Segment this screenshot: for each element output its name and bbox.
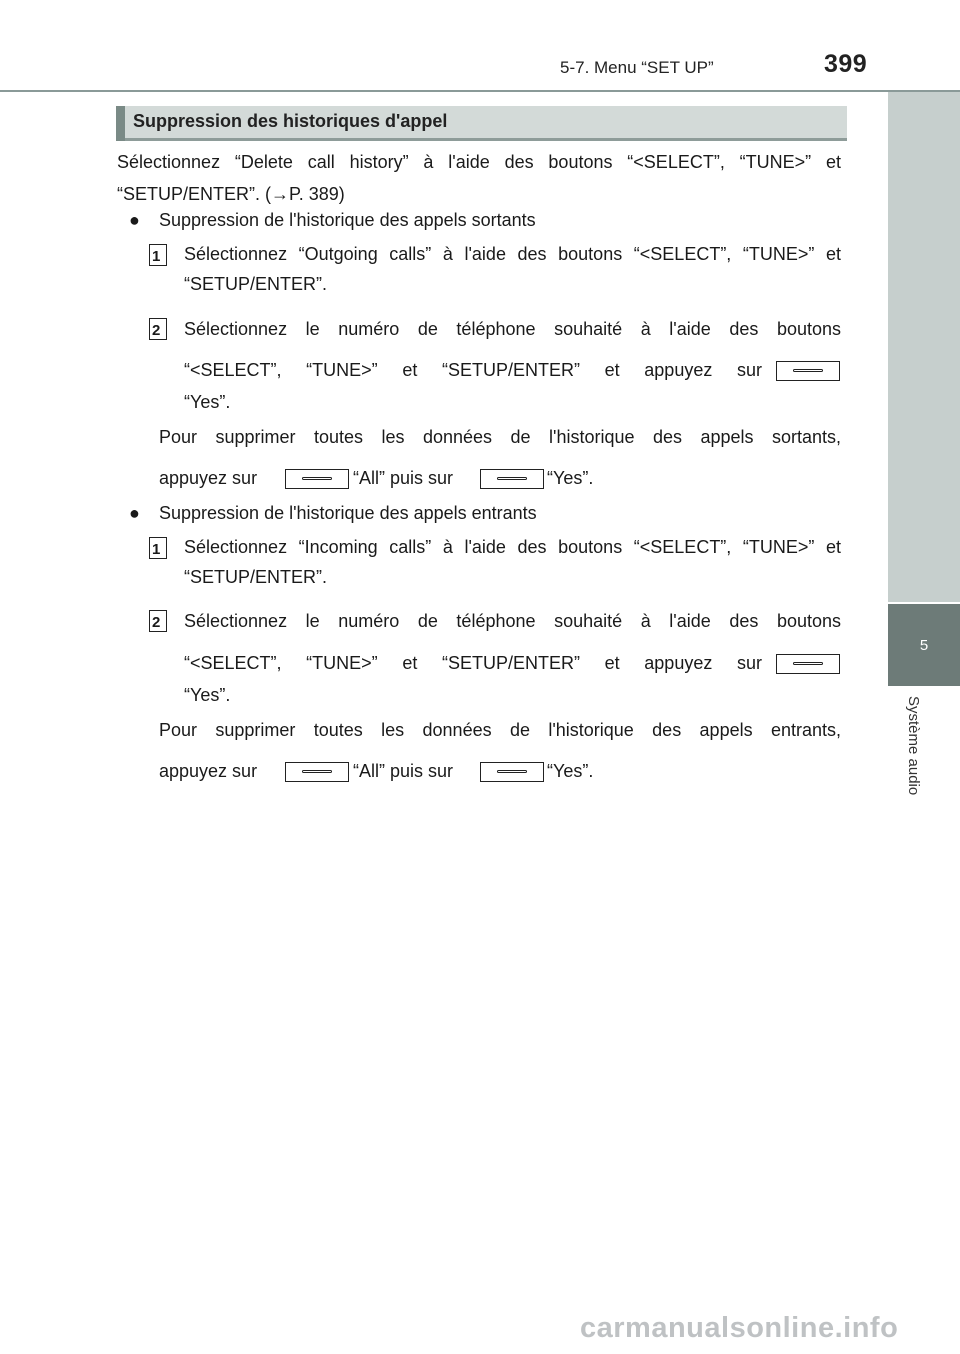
step-2-badge: 2 [149, 318, 167, 340]
watermark: carmanualsonline.info [580, 1312, 899, 1344]
outgoing-note-yes: “Yes”. [547, 468, 594, 488]
button-icon [285, 762, 349, 782]
chapter-tab-number: 5 [888, 604, 960, 686]
section-header-bar [116, 106, 125, 141]
outgoing-note-appuyez: appuyez sur [159, 468, 258, 488]
button-icon [776, 654, 840, 674]
step-2-badge: 2 [149, 610, 167, 632]
outgoing-step-1: Sélectionnez “Outgoing calls” à l'aide des boutons “<SELECT”, “TUNE>” et “SETUP/ENTER”. [184, 244, 841, 294]
section-header [116, 106, 847, 141]
bullet-icon: ● [129, 210, 140, 230]
side-tab-upper [888, 92, 960, 602]
outgoing-step-2-line-3: “Yes”. [184, 392, 231, 412]
incoming-heading: Suppression de l'historique des appels entrants [159, 503, 537, 523]
button-icon [480, 469, 544, 489]
button-icon [285, 469, 349, 489]
incoming-step-2-line-1: Sélectionnez le numéro de téléphone souhaité à l'aide des boutons [184, 611, 841, 631]
step-1-badge: 1 [149, 244, 167, 266]
step-1-badge: 1 [149, 537, 167, 559]
incoming-note-appuyez: appuyez sur [159, 761, 258, 781]
button-icon [776, 361, 840, 381]
incoming-note-all: “All” puis sur [353, 761, 454, 781]
page-number: 399 [824, 50, 868, 78]
outgoing-note-line-1: Pour supprimer toutes les données de l'historique des appels sortants, [159, 427, 841, 447]
outgoing-step-2-line-1: Sélectionnez le numéro de téléphone souhaité à l'aide des boutons [184, 319, 841, 339]
outgoing-note-all: “All” puis sur [353, 468, 454, 488]
incoming-step-1: Sélectionnez “Incoming calls” à l'aide des boutons “<SELECT”, “TUNE>” et “SETUP/ENTER”. [184, 537, 841, 587]
header-rule [0, 90, 960, 92]
incoming-step-2-line-3: “Yes”. [184, 685, 231, 705]
button-icon [480, 762, 544, 782]
incoming-note-yes: “Yes”. [547, 761, 594, 781]
bullet-icon: ● [129, 503, 140, 523]
incoming-note-line-1: Pour supprimer toutes les données de l'historique des appels entrants, [159, 720, 841, 740]
chapter-tab-label: Système audio [905, 696, 922, 796]
incoming-step-2-line-2: “<SELECT”, “TUNE>” et “SETUP/ENTER” et appuyez sur [184, 653, 762, 673]
running-header-section: 5-7. Menu “SET UP” [560, 58, 714, 77]
outgoing-heading: Suppression de l'historique des appels sortants [159, 210, 536, 230]
intro-paragraph: Sélectionnez “Delete call history” à l'aide des boutons “<SELECT”, “TUNE>” et “SETUP/ENTER”. (→P. 389) [117, 152, 841, 204]
outgoing-step-2-line-2: “<SELECT”, “TUNE>” et “SETUP/ENTER” et appuyez sur [184, 360, 762, 380]
section-title: Suppression des historiques d'appel [133, 111, 448, 131]
